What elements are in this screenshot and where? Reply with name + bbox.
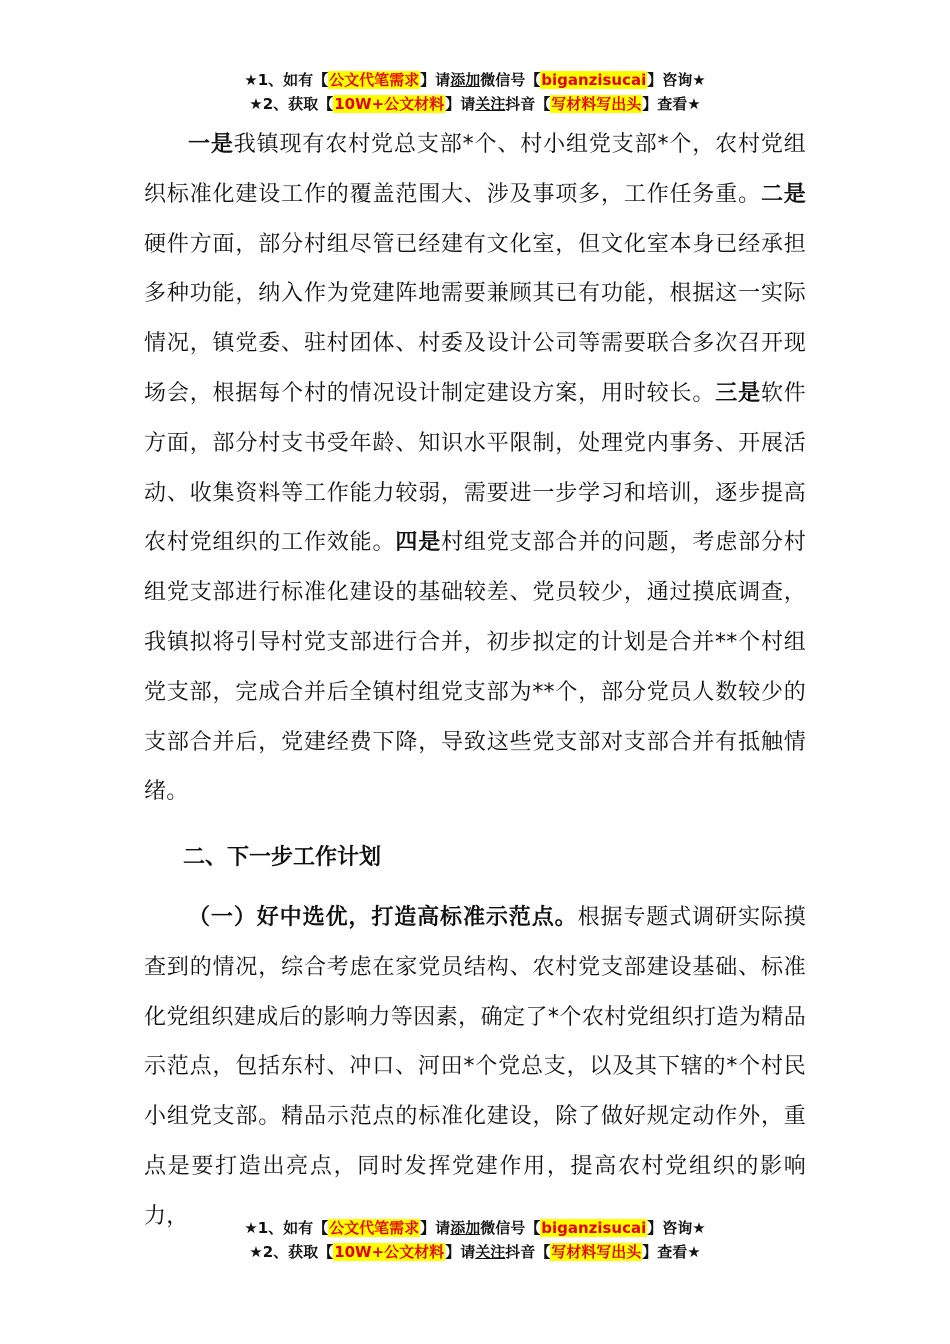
paragraph-text: 根据专题式调研实际摸查到的情况，综合考虑在家党员结构、农村党支部建设基础、标准化党组织建成后的影响力等因素，确定了*个农村党组织打造为精品示范点，包括东村、冲口、河田*个党总支，以及其下辖的*个村民小组党支部。精品示范点的标准化建设，除了做好规定动作外，重点是要打造出亮点，同时发挥党建作用，提高农村党组织的影响力， (144, 905, 806, 1229)
banner-line-2 (0, 1240, 950, 1264)
bold-lead: 三是 (715, 380, 761, 406)
banner-underline: 关注 (475, 1243, 506, 1261)
banner-underline: 添加 (450, 71, 481, 89)
banner-text: 】请 (420, 1219, 451, 1237)
banner-text: 抖音【 (505, 1243, 551, 1261)
paragraph-text: 软件方面，部分村支书受年龄、知识水平限制，处理党内事务、开展活动、收集资料等工作能力较弱，需要进一步学习和培训，逐步提高农村党组织的工作效能。 (144, 380, 806, 556)
banner-text: 】咨询★ (647, 1219, 706, 1237)
banner-text: 】请 (445, 1243, 476, 1261)
paragraph (144, 120, 806, 817)
paragraph-text: 硬件方面，部分村组尽管已经建有文化室，但文化室本身已经承担多种功能，纳入作为党建阵地需要兼顾其已有功能，根据这一实际情况，镇党委、驻村团体、村委及设计公司等需要联合多次召开现场会，根据每个村的情况设计制定建设方案，用时较长。 (144, 231, 806, 406)
banner-text: ★1、如有【 (244, 71, 329, 89)
banner-line-1 (0, 1216, 950, 1240)
bold-lead: 一是 (188, 132, 234, 157)
paragraph (144, 893, 806, 1242)
banner-text: 】查看★ (642, 1243, 701, 1261)
banner-text: 抖音【 (505, 95, 551, 113)
bold-lead: 四是 (395, 530, 442, 556)
body-paragraph-1 (144, 120, 806, 817)
banner-underline: 添加 (450, 1219, 481, 1237)
banner-line-1 (0, 68, 950, 92)
banner-highlight: 写材料写出头 (551, 95, 642, 113)
banner-highlight: 写材料写出头 (551, 1243, 642, 1261)
bold-lead: 二是 (760, 181, 807, 207)
banner-text: 】请 (420, 71, 451, 89)
banner-text: 】咨询★ (647, 71, 706, 89)
banner-highlight: 10W+公文材料 (334, 1243, 445, 1261)
banner-highlight: 公文代笔需求 (329, 71, 420, 89)
section-heading: 二、下一步工作计划 (183, 845, 382, 870)
banner-text: ★1、如有【 (244, 1219, 329, 1237)
paragraph-text: 我镇现有农村党总支部*个、村小组党支部*个，农村党组织标准化建设工作的覆盖范围大、涉及事项多，工作任务重。 (144, 132, 806, 207)
banner-highlight: biganzisucai (541, 71, 647, 89)
bold-lead: （一）好中选优，打造高标准示范点。 (188, 905, 578, 930)
body-paragraph-2 (144, 893, 806, 1242)
banner-text: 微信号【 (480, 1219, 541, 1237)
banner-text: 】查看★ (642, 95, 701, 113)
banner-text: 微信号【 (480, 71, 541, 89)
banner-text: ★2、获取【 (249, 1243, 334, 1261)
banner-underline: 关注 (475, 95, 506, 113)
banner-highlight: 公文代笔需求 (329, 1219, 420, 1237)
paragraph-text: 村组党支部合并的问题，考虑部分村组党支部进行标准化建设的基础较差、党员较少，通过摸底调查，我镇拟将引导村党支部进行合并，初步拟定的计划是合并**个村组党支部，完成合并后全镇村组党支部为**个，部分党员人数较少的支部合并后，党建经费下降，导致这些党支部对支部合并有抵触情绪。 (144, 530, 807, 805)
banner-line-2 (0, 92, 950, 116)
banner-text: 】请 (445, 95, 476, 113)
banner-text: ★2、获取【 (249, 95, 334, 113)
banner-highlight: 10W+公文材料 (334, 95, 445, 113)
footer-banner (0, 1216, 950, 1264)
header-banner (0, 68, 950, 116)
banner-highlight: biganzisucai (541, 1219, 647, 1237)
